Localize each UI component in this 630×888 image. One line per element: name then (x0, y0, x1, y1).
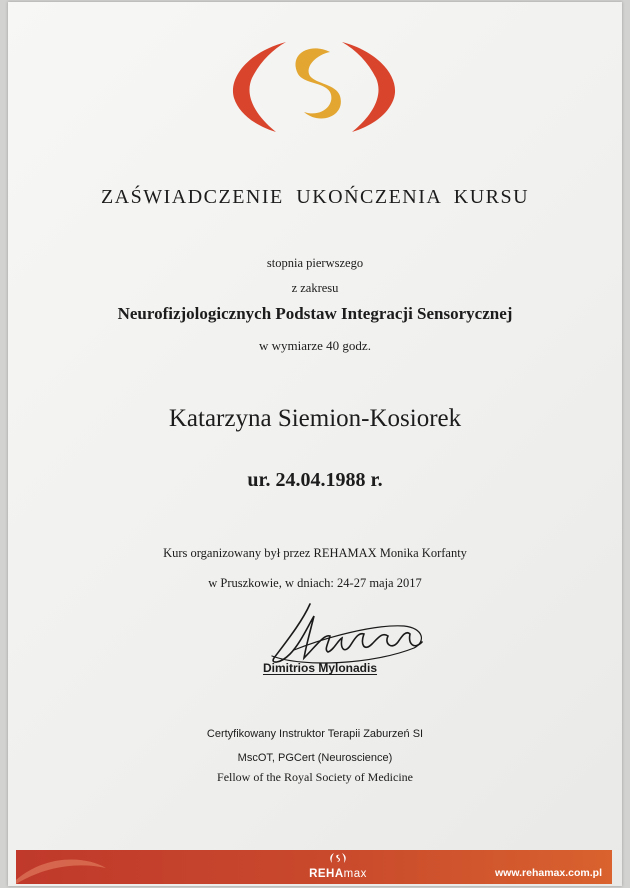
footer-swirl-icon (16, 850, 106, 884)
organizer-line: Kurs organizowany był przez REHAMAX Monika Korfanty (163, 546, 467, 560)
certificate-sheet (8, 2, 622, 886)
footer-brand (298, 852, 378, 882)
scope-line: z zakresu (291, 281, 339, 295)
footer-bar (16, 850, 612, 884)
instructor-degrees: MscOT, PGCert (Neuroscience) (237, 752, 393, 764)
birth-date: ur. 24.04.1988 r. (247, 469, 383, 491)
instructor-fellowship: Fellow of the Royal Society of Medicine (217, 770, 413, 784)
hours-line: w wymiarze 40 godz. (259, 338, 371, 353)
recipient-name: Katarzyna Siemion-Kosiorek (168, 405, 462, 432)
website-url: www.rehamax.com.pl (495, 867, 602, 879)
degree-line: stopnia pierwszego (266, 256, 364, 270)
brand-name-max: max (343, 868, 367, 880)
rehamax-logo-icon (226, 32, 402, 136)
brand-name-reha: REHA (309, 868, 344, 880)
signature-icon (264, 598, 428, 670)
instructor-name: Dimitrios Mylonadis (262, 661, 378, 675)
certificate-title: ZAŚWIADCZENIE UKOŃCZENIA KURSU (100, 186, 530, 208)
course-name: Neurofizjologicznych Podstaw Integracji Sensorycznej (117, 304, 513, 323)
instructor-role: Certyfikowany Instruktor Terapii Zaburzeń SI (206, 728, 424, 740)
brand-swirl-icon (328, 852, 348, 864)
place-dates-line: w Pruszkowie, w dniach: 24-27 maja 2017 (208, 576, 422, 590)
